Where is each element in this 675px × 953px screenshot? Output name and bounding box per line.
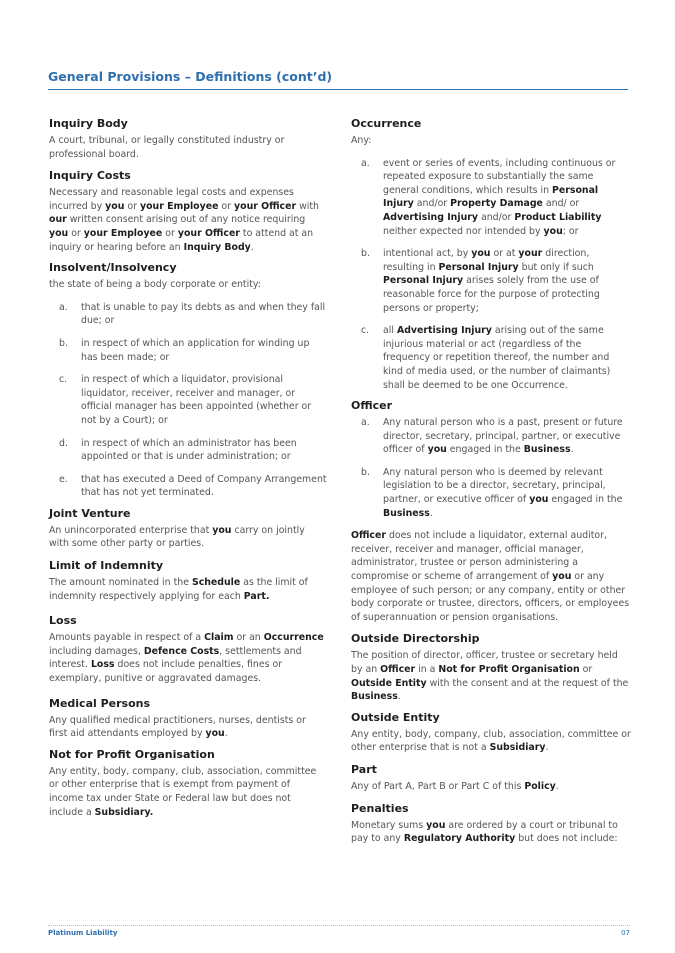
list-item [351,247,631,315]
list-item [49,337,327,364]
page-footer [48,925,630,937]
definition-text: The amount nominated in the Schedule as the limit of indemnity respectively applying for each Part. [49,577,308,602]
definition-loss [49,614,327,685]
list-item [49,437,327,464]
list-marker: a. [361,417,370,429]
definition-term: Inquiry Body [49,117,128,130]
definition-term: Part [351,762,377,776]
definition-term: Insolvent/Insolvency [49,261,177,275]
list-marker: a. [59,301,68,313]
section-header [48,66,628,90]
list-item-text: all Advertising Injury arising out of the same injurious material or act (regardless of the frequency or repetition thereof, the number and kind of media used, or the number of claimants) shall be deemed to be one Occurrence. [383,325,611,391]
definition-list [351,416,631,520]
list-marker: c. [361,325,370,337]
definition-not-for-profit-organisation [49,748,327,819]
list-marker: b. [361,248,370,260]
list-item [49,473,327,500]
list-item-text: intentional act, by you or at your direction, resulting in Personal Injury but only if such Personal Injury arises solely from the use of reasonable force for the purpose of protecting persons or property; [383,248,600,314]
list-item-text: that has executed a Deed of Company Arrangement that has not yet terminated. [81,473,327,499]
definition-officer [351,399,631,624]
definition-term: Loss [49,614,77,628]
definition-term: Not for Profit Organisation [49,747,215,761]
definition-text: the state of being a body corporate or entity: [49,279,261,291]
definition-term: Outside Entity [351,710,440,724]
definition-list [351,157,631,393]
definition-term: Inquiry Costs [49,169,131,183]
list-item-text: Any natural person who is a past, present or future director, secretary, principal, partner, or executive officer of you engaged in the Business. [383,417,623,456]
definition-outside-directorship [351,632,631,703]
definition-text: Any entity, body, company, club, association, committee or other enterprise that is not a Subsidiary. [351,728,631,754]
definition-term: Medical Persons [49,696,151,710]
definition-text: The position of director, officer, trustee or secretary held by an Officer in a Not for Profit Organisation or Outside Entity with the consent and at the request of the Business. [351,650,629,703]
definition-limit-of-indemnity [49,559,327,603]
definition-text: Any of Part A, Part B or Part C of this Policy. [351,780,559,792]
list-marker: b. [361,466,370,478]
list-item-text: Any natural person who is deemed by relevant legislation to be a director, secretary, principal, partner, or executive officer of you engaged in the Business. [383,466,623,519]
definition-text: Amounts payable in respect of a Claim or an Occurrence including damages, Defence Costs, settlements and interest. Loss does not include penalties, fines or exemplary, punitive or aggravated damages. [49,632,324,685]
list-marker: b. [59,337,68,349]
list-item [351,416,631,457]
list-item [351,324,631,392]
left-column [49,117,327,819]
footer-product-name: Platinum Liability [48,929,118,937]
definition-text: An unincorporated enterprise that you carry on jointly with some other party or parties. [49,524,305,550]
right-column [351,117,631,846]
list-item-text: in respect of which an application for winding up has been made; or [81,337,310,363]
list-item-text: that is unable to pay its debts as and when they fall due; or [81,301,326,327]
page-number: 07 [621,929,630,937]
definition-term: Limit of Indemnity [49,559,164,573]
definition-joint-venture [49,507,327,551]
list-item [49,373,327,427]
definition-inquiry-costs [49,169,327,254]
definition-penalties [351,802,631,846]
definition-text: Any entity, body, company, club, association, committee or other enterprise that is exempt from payment of income tax under State or Federal law but does not include a Subsidiary. [49,765,317,818]
section-title: General Provisions – Definitions (cont’d) [48,69,333,84]
definition-term: Outside Directorship [351,632,480,646]
definition-text: Necessary and reasonable legal costs and expenses incurred by you or your Employee or your Officer with our written consent arising out of any notice requiring you or your Employee or your Officer to attend at an inquiry or hearing before an Inquiry Body. [49,187,319,253]
definition-text: Any: [351,135,372,146]
definition-term: Joint Venture [49,506,131,520]
list-marker: a. [361,157,370,169]
list-marker: e. [59,473,68,485]
definition-medical-persons [49,697,327,741]
list-item-text: event or series of events, including continuous or repeated exposure to substantially the same general conditions, which results in Personal Injury and/or Property Damage and/ or Advertising Injury and/or Product Liability neither expected nor intended by you; or [383,157,616,237]
definition-text: A court, tribunal, or legally constituted industry or professional board. [49,135,285,160]
definition-insolvent-insolvency [49,261,327,500]
definition-occurrence [351,117,631,392]
definition-term: Occurrence [351,117,422,130]
list-item-text: in respect of which a liquidator, provisional liquidator, receiver, receiver and manager, or official manager has been appointed (whether or not by a Court); or [81,374,312,426]
list-item [49,301,327,328]
definition-term: Officer [351,399,393,413]
definition-list [49,301,327,500]
list-item [351,466,631,520]
definition-part [351,763,631,794]
list-marker: c. [59,374,68,386]
list-item-text: in respect of which an administrator has been appointed or that is under administration; or [81,437,297,463]
definition-term: Penalties [351,801,409,815]
list-marker: d. [59,437,68,449]
definition-outside-entity [351,711,631,755]
definition-inquiry-body [49,117,327,161]
list-item [351,157,631,239]
definition-note: Officer does not include a liquidator, external auditor, receiver, receiver and manager, official manager, administrator, trustee or person administering a compromise or scheme of arrangement of you or any employee of such person; or any company, entity or other body corporate or trustee, directors, officers, or employees of superannuation or pension organisations. [351,530,630,623]
definition-text: Any qualified medical practitioners, nurses, dentists or first aid attendants employed by you. [49,714,306,740]
definition-text: Monetary sums you are ordered by a court or tribunal to pay to any Regulatory Authority but does not include: [351,819,618,845]
